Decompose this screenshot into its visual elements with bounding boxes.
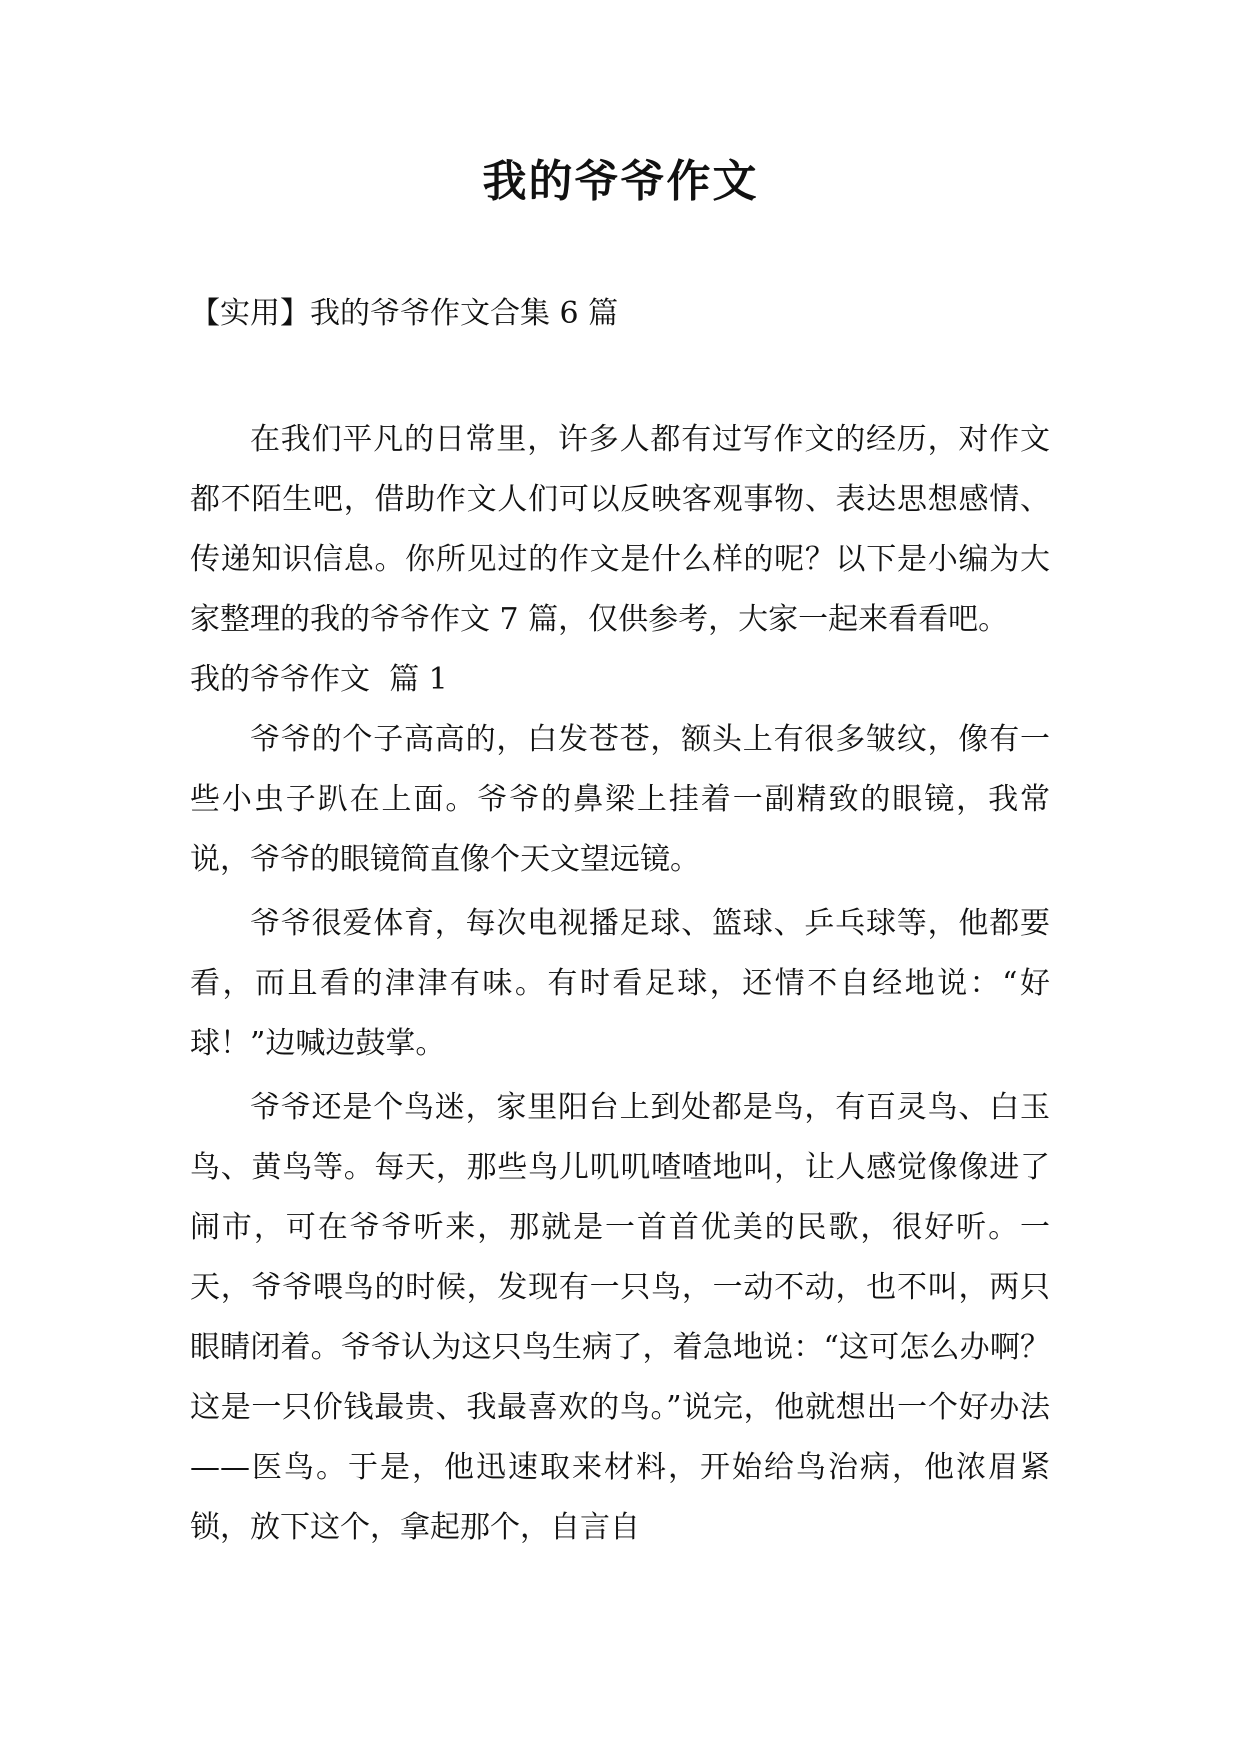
intro-paragraph: 在我们平凡的日常里，许多人都有过写作文的经历，对作文都不陌生吧，借助作文人们可以反映客观事物、表达思想感情、传递知识信息。你所见过的作文是什么样的呢？以下是小编为大家整理的我的爷爷作文 7 篇，仅供参考，大家一起来看看吧。 <box>190 422 1050 637</box>
document-title: 我的爷爷作文 <box>482 156 759 207</box>
section-heading: 我的爷爷作文 篇 1 <box>190 662 448 697</box>
body-paragraph: 爷爷还是个鸟迷，家里阳台上到处都是鸟，有百灵鸟、白玉鸟、黄鸟等。每天，那些鸟儿叽叽喳喳地叫，让人感觉像像进了闹市，可在爷爷听来，那就是一首首优美的民歌，很好听。一天，爷爷喂鸟的时候，发现有一只鸟，一动不动，也不叫，两只眼睛闭着。爷爷认为这只鸟生病了，着急地说：“这可怎么办啊？这是一只价钱最贵、我最喜欢的鸟。”说完，他就想出一个好办法——医鸟。于是，他迅速取来材料，开始给鸟治病，他浓眉紧锁，放下这个，拿起那个，自言自 <box>190 1090 1050 1545</box>
document-subtitle: 【实用】我的爷爷作文合集 6 篇 <box>190 296 619 331</box>
body-paragraph: 爷爷很爱体育，每次电视播足球、篮球、乒乓球等，他都要看，而且看的津津有味。有时看足球，还情不自经地说：“好球！”边喊边鼓掌。 <box>190 906 1050 1061</box>
body-paragraph: 爷爷的个子高高的，白发苍苍，额头上有很多皱纹，像有一些小虫子趴在上面。爷爷的鼻梁上挂着一副精致的眼镜，我常说，爷爷的眼镜简直像个天文望远镜。 <box>190 722 1050 877</box>
document-body <box>190 410 1050 1558</box>
